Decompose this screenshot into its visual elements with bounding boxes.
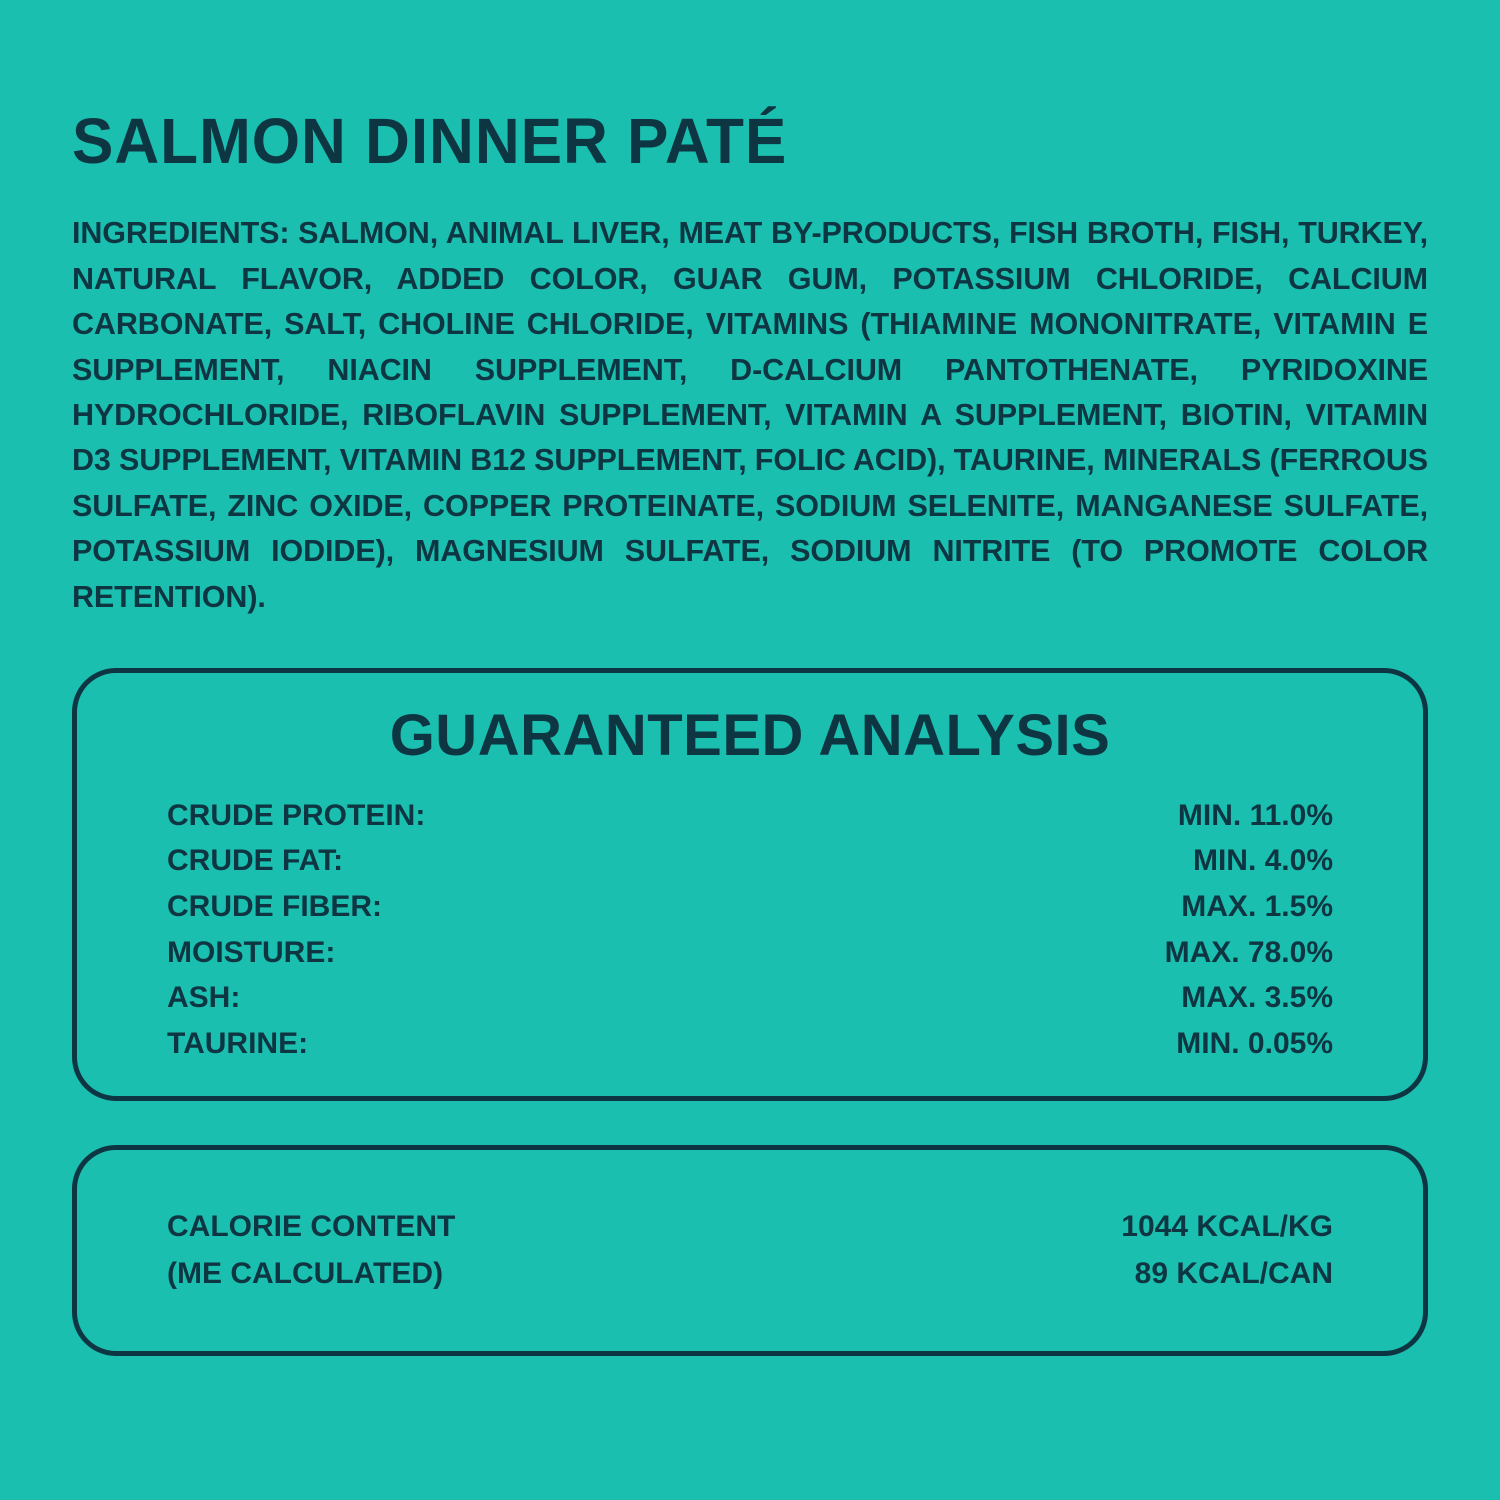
analysis-label: CRUDE FAT: <box>167 844 344 878</box>
guaranteed-analysis-panel <box>72 668 1428 1101</box>
table-row <box>167 838 1333 884</box>
analysis-value: MIN. 0.05% <box>1176 1026 1333 1060</box>
calorie-label: (ME CALCULATED) <box>167 1256 444 1290</box>
analysis-value: MAX. 1.5% <box>1181 889 1333 923</box>
guaranteed-analysis-title: GUARANTEED ANALYSIS <box>389 703 1111 769</box>
analysis-label: CRUDE PROTEIN: <box>167 798 426 832</box>
calorie-value: 1044 KCAL/KG <box>1121 1210 1333 1244</box>
analysis-label: TAURINE: <box>167 1026 309 1060</box>
table-row <box>167 930 1333 976</box>
table-row <box>167 793 1333 839</box>
calorie-label: CALORIE CONTENT <box>167 1210 456 1244</box>
ingredients-text: INGREDIENTS: SALMON, ANIMAL LIVER, MEAT BY-PRODUCTS, FISH BROTH, FISH, TURKEY, NATURAL FLAVOR, ADDED COLOR, GUAR GUM, POTASSIUM CHLORIDE, CALCIUM CARBONATE, SALT, CHOLINE CHLORIDE, VITAMINS (THIAMINE MONONITRATE, VITAMIN E SUPPLEMENT, NIACIN SUPPLEMENT, D-CALCIUM PANTOTHENATE, PYRIDOXINE HYDROCHLORIDE, RIBOFLAVIN SUPPLEMENT, VITAMIN A SUPPLEMENT, BIOTIN, VITAMIN D3 SUPPLEMENT, VITAMIN B12 SUPPLEMENT, FOLIC ACID), TAURINE, MINERALS (FERROUS SULFATE, ZINC OXIDE, COPPER PROTEINATE, SODIUM SELENITE, MANGANESE SULFATE, POTASSIUM IODIDE), MAGNESIUM SULFATE, SODIUM NITRITE (TO PROMOTE COLOR RETENTION). <box>72 216 1428 614</box>
analysis-label: MOISTURE: <box>167 935 336 969</box>
table-row <box>167 975 1333 1021</box>
analysis-value: MIN. 4.0% <box>1192 844 1333 878</box>
page-title: SALMON DINNER PATÉ <box>72 105 788 177</box>
calorie-value: 89 KCAL/CAN <box>1134 1256 1333 1290</box>
table-row <box>167 1021 1333 1067</box>
calorie-content-table <box>167 1204 1333 1297</box>
analysis-label: ASH: <box>167 981 241 1015</box>
analysis-value: MIN. 11.0% <box>1177 798 1333 832</box>
analysis-value: MAX. 3.5% <box>1181 981 1333 1015</box>
table-row <box>167 1251 1333 1298</box>
table-row <box>167 884 1333 930</box>
calorie-content-panel <box>72 1145 1428 1356</box>
analysis-value: MAX. 78.0% <box>1164 935 1333 969</box>
guaranteed-analysis-table <box>167 793 1333 1067</box>
table-row <box>167 1204 1333 1251</box>
analysis-label: CRUDE FIBER: <box>167 889 382 923</box>
